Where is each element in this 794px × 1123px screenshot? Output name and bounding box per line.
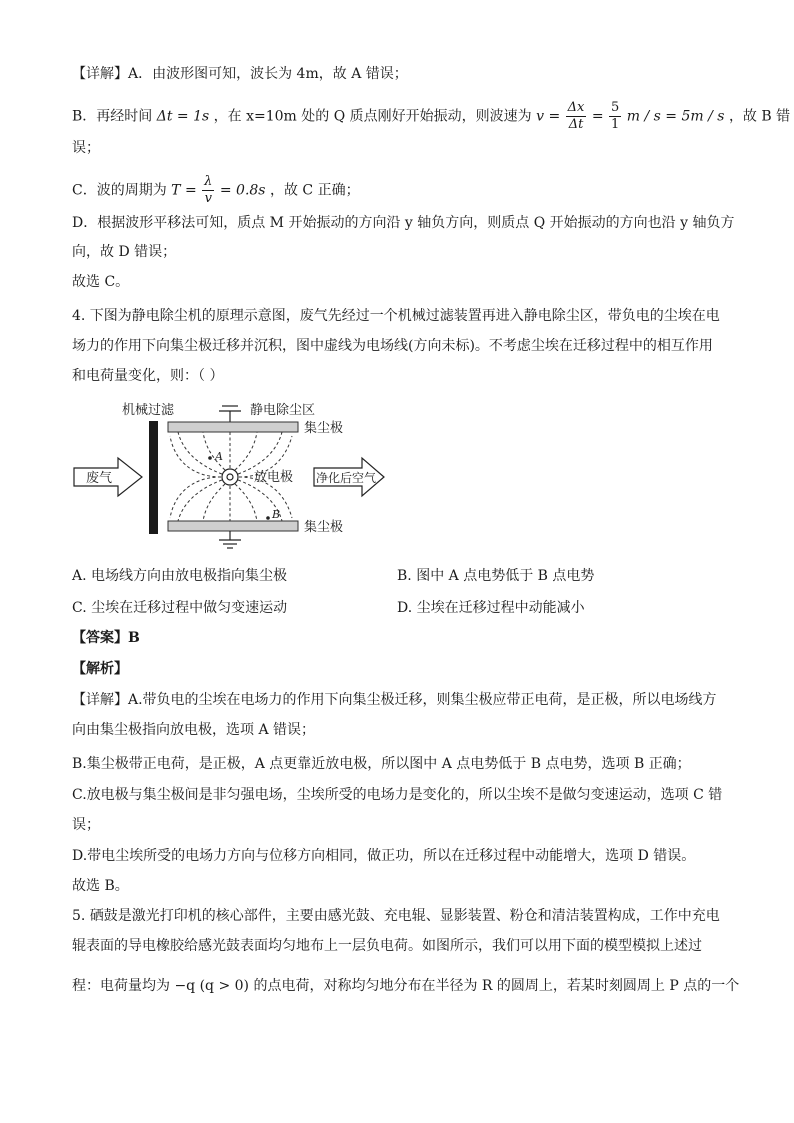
q3-frac3-num: λ bbox=[204, 174, 213, 189]
q3-detail-line-2 bbox=[72, 100, 790, 133]
mechanical-filter-bar bbox=[149, 421, 158, 534]
q4-analysis-title: 【解析】 bbox=[72, 661, 128, 677]
collector-plate-bottom bbox=[168, 521, 298, 531]
q3-line2-text-d: ，故 B 错 bbox=[728, 108, 791, 125]
q3-detail-line-1: 【详解】A．由波形图可知，波长为 4m，故 A 错误； bbox=[72, 66, 408, 82]
q3-detail-line-4 bbox=[72, 174, 360, 207]
q4-explanation-line-6: D.带电尘埃所受的电场力方向与位移方向相同，做正功，所以在迁移过程中动能增大，选项 D 错误。 bbox=[72, 848, 696, 864]
q4-stem-line-1: 4. 下图为静电除尘机的原理示意图，废气先经过一个机械过滤装置再进入静电除尘区，带负电的尘埃在电 bbox=[72, 308, 720, 324]
q3-detail-line-3: 误； bbox=[72, 140, 100, 156]
q3-frac2-num: 5 bbox=[611, 100, 620, 115]
ground-symbol-bottom bbox=[219, 531, 241, 548]
precipitator-diagram bbox=[70, 396, 390, 556]
label-waste-gas: 废气 bbox=[86, 471, 113, 486]
q4-explanation-line-5: 误； bbox=[72, 817, 100, 833]
q4-explanation-line-1: 【详解】A.带负电的尘埃在电场力的作用下向集尘极迁移，则集尘极应带正电荷，是正极，所以电场线方 bbox=[72, 692, 717, 708]
q4-explanation-line-4: C.放电极与集尘极间是非匀强电场，尘埃所受的电场力是变化的，所以尘埃不是做匀变速运动，选项 C 错 bbox=[72, 787, 723, 803]
q4-stem-line-2: 场力的作用下向集尘极迁移并沉积，图中虚线为电场线(方向未标)。不考虑尘埃在迁移过程中的相互作用 bbox=[72, 338, 713, 354]
q4-explanation-line-7: 故选 B。 bbox=[72, 878, 129, 894]
q3-line4-text-a: C．波的周期为 bbox=[72, 182, 167, 199]
q3-detail-line-5: D．根据波形平移法可知，质点 M 开始振动的方向沿 y 轴负方向，则质点 Q 开始振动的方向也沿 y 轴负方 bbox=[72, 215, 735, 231]
q3-period-result: = 0.8s bbox=[219, 182, 266, 199]
q4-option-c: C. 尘埃在迁移过程中做匀变速运动 bbox=[72, 600, 288, 616]
q3-v-eq: v = bbox=[536, 108, 561, 125]
q4-explanation-line-2: 向由集尘极指向放电极，选项 A 错误； bbox=[72, 722, 316, 738]
q3-fraction-5-1 bbox=[609, 100, 621, 133]
label-mechanical-filter: 机械过滤 bbox=[122, 403, 175, 418]
q3-line2-text-b: ，在 x=10m 处的 Q 质点刚好开始振动，则波速为 bbox=[213, 108, 532, 125]
q4-option-a: A. 电场线方向由放电极指向集尘极 bbox=[72, 568, 288, 584]
q3-fraction-dx-dt bbox=[566, 100, 587, 133]
q3-line4-text-c: ，故 C 正确； bbox=[269, 182, 360, 199]
q4-option-d: D. 尘埃在迁移过程中动能减小 bbox=[397, 600, 585, 616]
label-clean-air: 净化后空气 bbox=[316, 471, 377, 485]
label-electrostatic-zone: 静电除尘区 bbox=[250, 403, 316, 418]
ground-symbol-top bbox=[219, 406, 241, 422]
discharge-electrode-outer bbox=[222, 469, 238, 485]
q3-speed-result: m / s = 5m / s bbox=[626, 108, 725, 125]
q5-stem-line-2: 辊表面的导电橡胶给感光鼓表面均匀地布上一层负电荷。如图所示，我们可以用下面的模型模拟上述过 bbox=[72, 938, 702, 954]
q4-option-b: B. 图中 A 点电势低于 B 点电势 bbox=[397, 568, 595, 584]
q3-line2-text-a: B．再经时间 bbox=[72, 108, 153, 125]
label-discharge-electrode: 放电极 bbox=[254, 470, 294, 485]
q4-stem-line-3: 和电荷量变化，则：（ ） bbox=[72, 368, 224, 384]
label-point-a: A bbox=[215, 450, 223, 463]
label-collector-top: 集尘极 bbox=[304, 421, 344, 436]
point-a-dot bbox=[208, 456, 212, 460]
label-collector-bottom: 集尘极 bbox=[304, 520, 344, 535]
label-point-b: B bbox=[272, 508, 281, 521]
q3-delta-t: Δt = 1s bbox=[156, 108, 210, 125]
q4-explanation-line-3: B.集尘极带正电荷，是正极，A 点更靠近放电极，所以图中 A 点电势低于 B 点电势，选项 B 正确； bbox=[72, 756, 691, 772]
q3-equals: = bbox=[591, 108, 604, 125]
point-b-dot bbox=[266, 516, 270, 520]
q3-frac2-den: 1 bbox=[611, 117, 620, 132]
collector-plate-top bbox=[168, 422, 298, 432]
q3-detail-line-6: 向，故 D 错误； bbox=[72, 244, 177, 260]
q3-frac-den: Δt bbox=[568, 117, 584, 132]
q5-stem-line-1: 5. 硒鼓是激光打印机的核心部件，主要由感光鼓、充电辊、显影装置、粉仓和清洁装置构成，工作中充电 bbox=[72, 908, 720, 924]
q3-detail-line-7: 故选 C。 bbox=[72, 274, 130, 290]
q3-fraction-lambda-v bbox=[202, 174, 214, 207]
q4-answer: 【答案】B bbox=[72, 630, 140, 646]
q3-period-T: T = bbox=[171, 182, 197, 199]
q5-stem-line-3: 程：电荷量均为 −q (q > 0) 的点电荷，对称均匀地分布在半径为 R 的圆周上，若某时刻圆周上 P 点的一个 bbox=[72, 978, 740, 994]
q3-frac-num: Δx bbox=[567, 100, 585, 115]
q3-frac3-den: v bbox=[204, 191, 212, 206]
